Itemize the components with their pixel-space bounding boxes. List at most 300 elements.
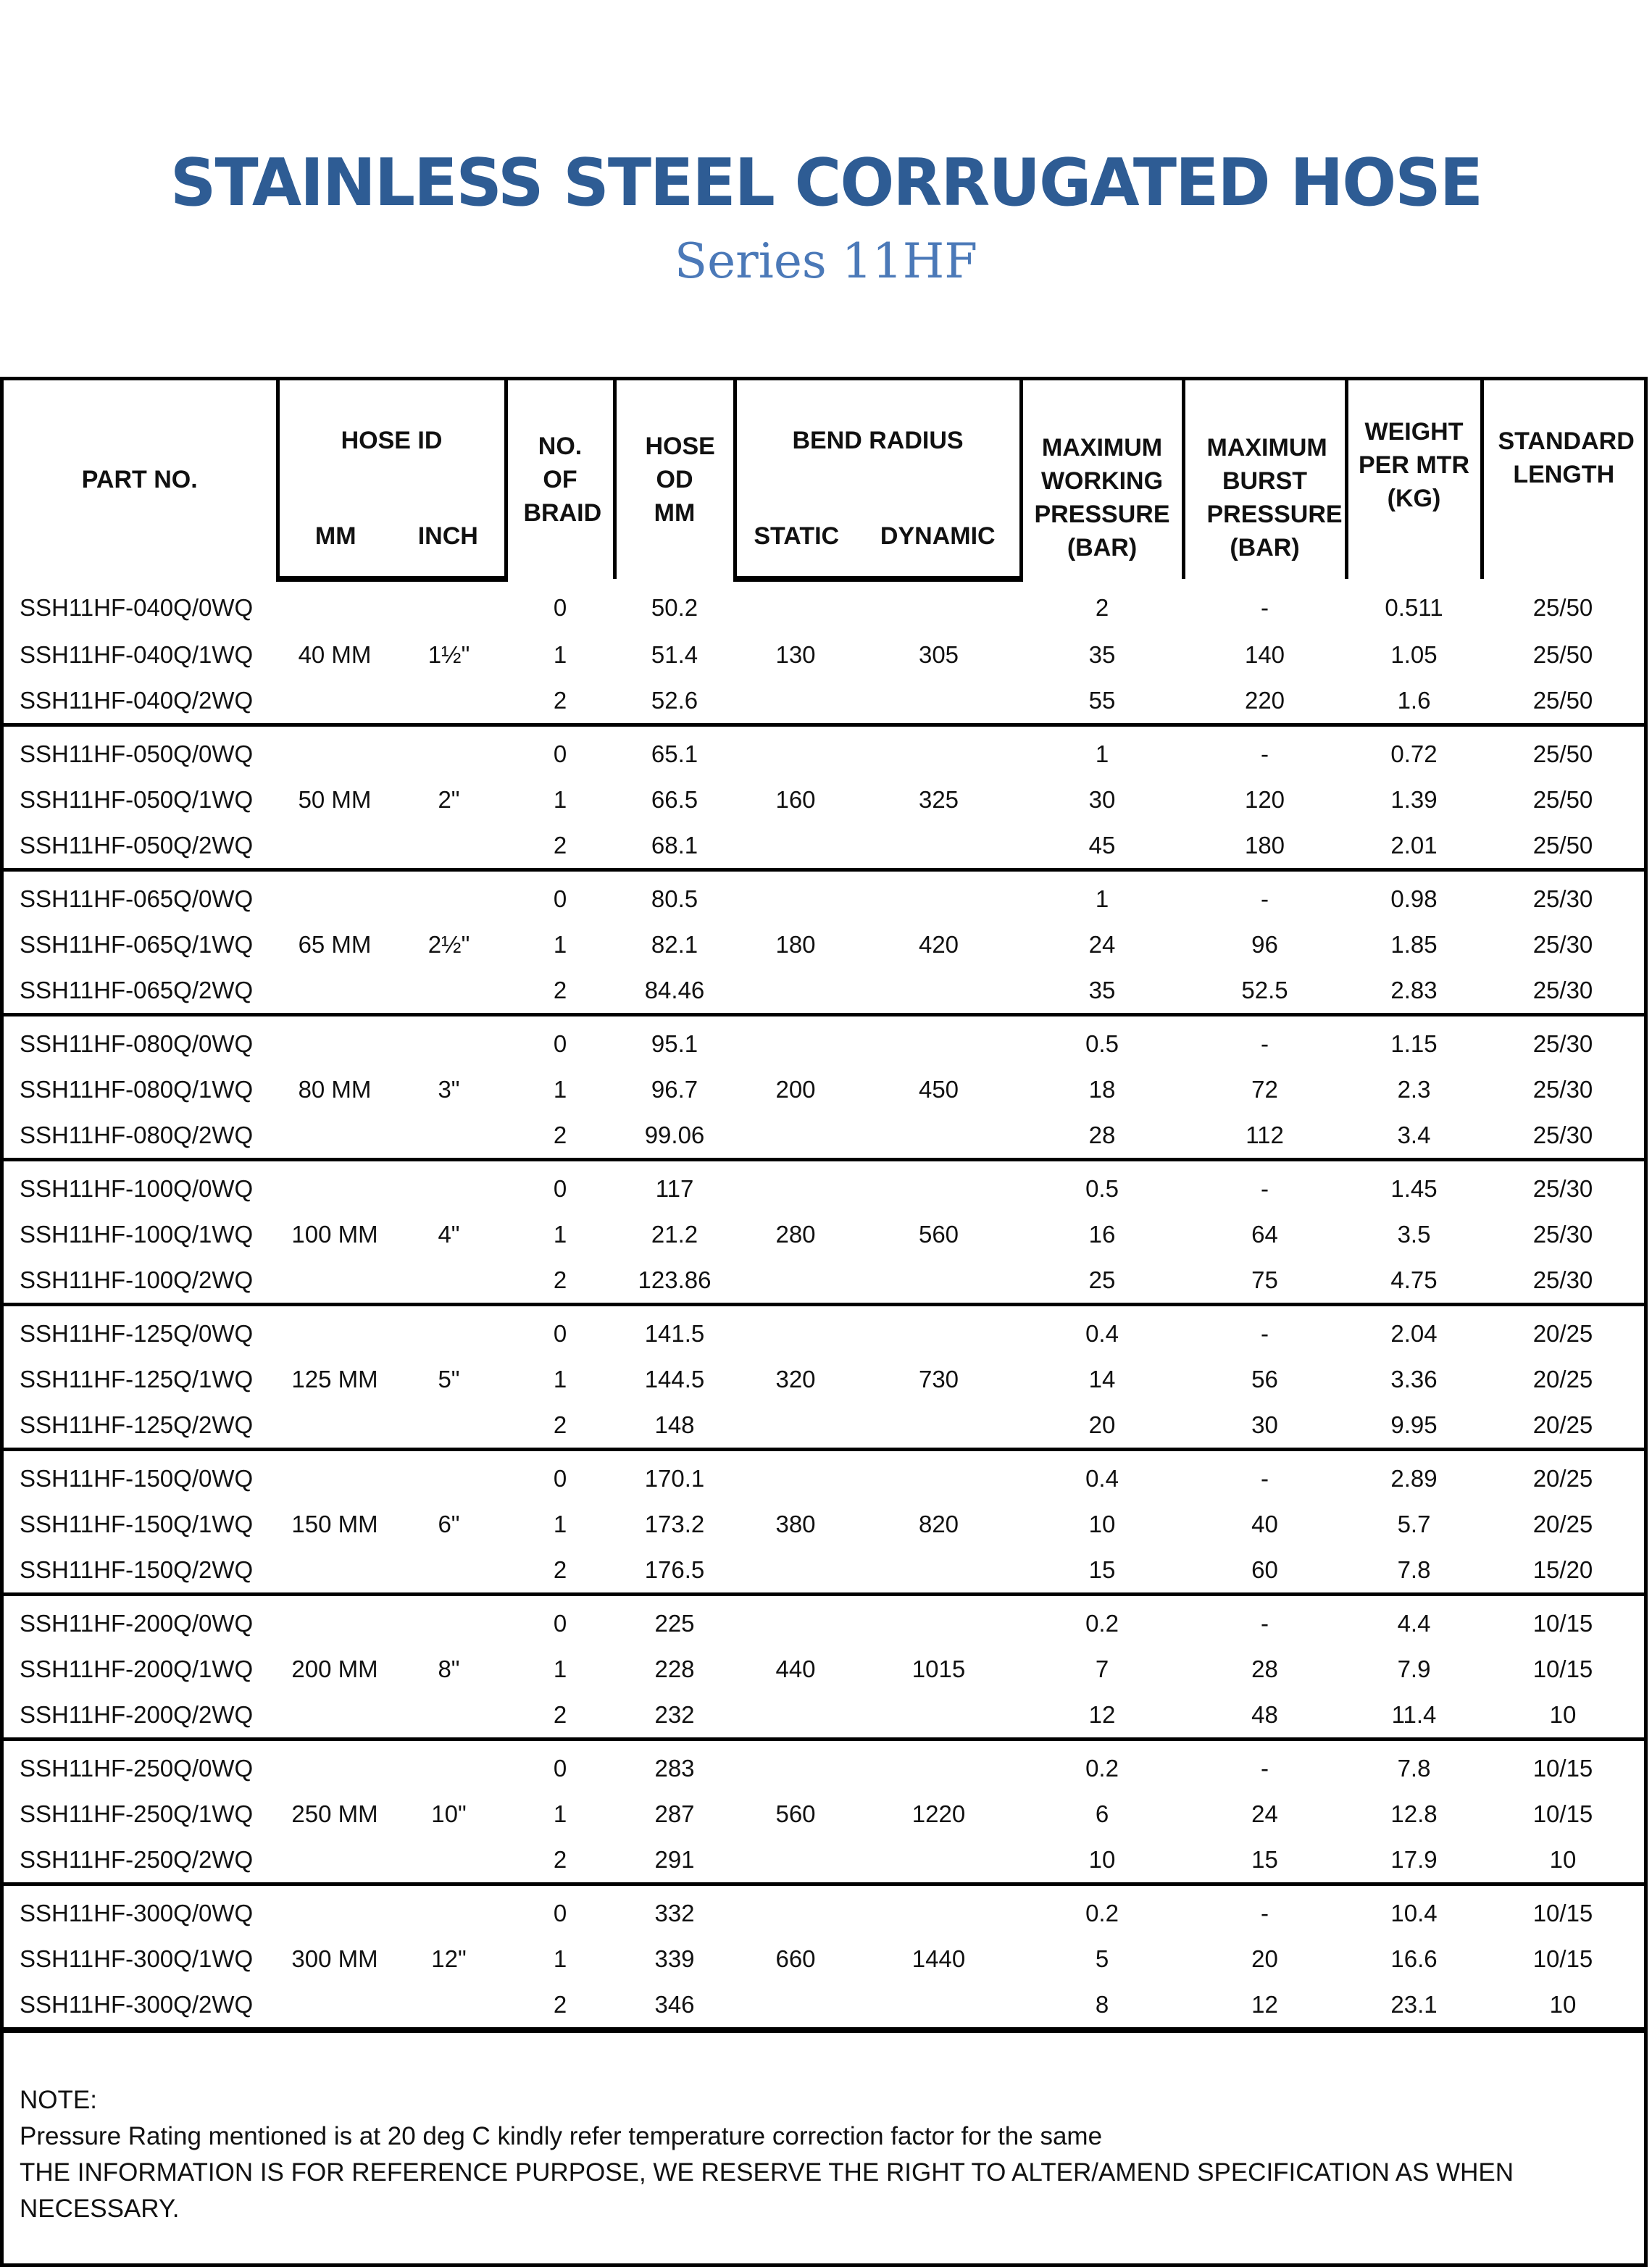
no-of-braid: 2 <box>553 831 567 859</box>
note-section <box>4 2027 1644 2263</box>
bend-radius-dynamic <box>856 1015 1021 1067</box>
size-group <box>4 725 1644 870</box>
weight-per-mtr: 5.7 <box>1397 1510 1431 1537</box>
max-burst-pressure: 220 <box>1244 686 1285 714</box>
table-row <box>4 1160 1644 1212</box>
weight-per-mtr: 1.85 <box>1390 930 1438 958</box>
max-burst-pressure: 72 <box>1251 1075 1278 1103</box>
part-number: SSH11HF-100Q/0WQ <box>4 1160 278 1212</box>
hose-od: 225 <box>614 1595 735 1647</box>
hose-od: 95.1 <box>614 1015 735 1067</box>
max-working-pressure: 35 <box>1088 976 1116 1003</box>
table-row <box>4 1837 1644 1884</box>
header-max-burst-pressure: MAXIMUM BURST PRESSURE (BAR) <box>1183 380 1346 579</box>
hose-id-inch <box>392 1595 506 1647</box>
max-burst-pressure: 96 <box>1251 930 1278 958</box>
header-max-working-pressure: MAXIMUM WORKING PRESSURE (BAR) <box>1021 380 1183 579</box>
bend-radius-static <box>735 967 856 1015</box>
hose-id-inch: 8" <box>438 1655 460 1682</box>
no-of-braid: 0 <box>506 1740 614 1792</box>
bend-radius-dynamic: 1015 <box>911 1655 966 1682</box>
bend-radius-static <box>735 1884 856 1937</box>
part-number: SSH11HF-250Q/0WQ <box>4 1740 278 1792</box>
hose-id-mm <box>278 1015 392 1067</box>
max-working-pressure: 12 <box>1088 1700 1116 1728</box>
size-group <box>4 1740 1644 1884</box>
bend-radius-dynamic <box>856 1402 1021 1450</box>
standard-length: 20/25 <box>1532 1365 1593 1393</box>
hose-od: 51.4 <box>651 640 698 668</box>
hose-id-mm <box>278 1740 392 1792</box>
hose-od: 141.5 <box>614 1305 735 1357</box>
bend-radius-dynamic <box>856 1160 1021 1212</box>
bend-radius-dynamic <box>856 967 1021 1015</box>
bend-radius-dynamic: 820 <box>918 1510 959 1537</box>
no-of-braid: 2 <box>553 1411 567 1438</box>
no-of-braid: 1 <box>553 1510 567 1537</box>
max-working-pressure: 16 <box>1088 1220 1116 1248</box>
max-burst-pressure: 40 <box>1251 1510 1278 1537</box>
weight-per-mtr: 1.39 <box>1390 785 1438 813</box>
max-working-pressure: 24 <box>1088 930 1116 958</box>
part-number: SSH11HF-080Q/0WQ <box>4 1015 278 1067</box>
hose-od: 332 <box>614 1884 735 1937</box>
hose-od: 21.2 <box>651 1220 698 1248</box>
max-burst-pressure: - <box>1183 1595 1346 1647</box>
bend-radius-static <box>735 1982 856 2027</box>
part-number: SSH11HF-150Q/1WQ <box>20 1510 254 1537</box>
table-row <box>4 1982 1644 2027</box>
hose-od: 283 <box>614 1740 735 1792</box>
hose-id-mm: 80 MM <box>298 1075 372 1103</box>
bend-radius-static <box>735 1402 856 1450</box>
weight-per-mtr: 0.511 <box>1385 593 1443 621</box>
max-burst-pressure: 48 <box>1251 1700 1278 1728</box>
part-number: SSH11HF-150Q/0WQ <box>4 1450 278 1502</box>
weight-per-mtr: 16.6 <box>1390 1945 1438 1972</box>
max-burst-pressure: 180 <box>1244 831 1285 859</box>
weight-per-mtr: 12.8 <box>1390 1800 1438 1827</box>
bend-radius-static <box>735 1692 856 1740</box>
bend-radius-dynamic: 325 <box>918 785 959 813</box>
hose-id-mm: 50 MM <box>298 785 372 813</box>
weight-per-mtr: 9.95 <box>1390 1411 1438 1438</box>
table-row <box>4 1112 1644 1160</box>
no-of-braid: 1 <box>553 1655 567 1682</box>
standard-length: 20/25 <box>1532 1510 1593 1537</box>
weight-per-mtr: 0.98 <box>1346 870 1482 922</box>
weight-per-mtr: 4.4 <box>1346 1595 1482 1647</box>
standard-length: 10/15 <box>1532 1945 1593 1972</box>
hose-id-mm <box>278 1547 392 1595</box>
no-of-braid: 0 <box>506 725 614 777</box>
hose-id-inch <box>392 870 506 922</box>
hose-id-mm <box>278 1160 392 1212</box>
bend-radius-dynamic <box>856 579 1021 632</box>
table-row <box>4 1692 1644 1740</box>
bend-radius-static <box>735 1450 856 1502</box>
hose-id-inch: 10" <box>431 1800 467 1827</box>
table-row <box>4 1066 1644 1112</box>
table-row <box>4 1015 1644 1067</box>
max-working-pressure: 0.5 <box>1021 1015 1183 1067</box>
no-of-braid: 2 <box>553 1556 567 1583</box>
bend-radius-dynamic: 1220 <box>911 1800 966 1827</box>
max-working-pressure: 0.2 <box>1021 1740 1183 1792</box>
table-row <box>4 1501 1644 1547</box>
hose-id-inch <box>392 1402 506 1450</box>
size-group <box>4 1305 1644 1450</box>
hose-od: 291 <box>654 1845 695 1873</box>
note-pressure-rating: Pressure Rating mentioned is at 20 deg C kindly refer temperature correction factor for the same <box>20 2122 1103 2150</box>
max-burst-pressure: 112 <box>1246 1121 1284 1148</box>
hose-id-mm <box>278 1837 392 1884</box>
no-of-braid: 1 <box>553 1800 567 1827</box>
bend-radius-dynamic: 560 <box>918 1220 959 1248</box>
bend-radius-dynamic <box>856 1740 1021 1792</box>
table-row <box>4 677 1644 725</box>
bend-radius-dynamic: 305 <box>918 640 959 668</box>
size-group <box>4 1015 1644 1160</box>
part-number: SSH11HF-300Q/0WQ <box>4 1884 278 1937</box>
standard-length: 25/30 <box>1532 1266 1593 1293</box>
part-number: SSH11HF-050Q/0WQ <box>4 725 278 777</box>
hose-id-mm: 100 MM <box>291 1220 378 1248</box>
max-burst-pressure: - <box>1261 593 1269 621</box>
max-working-pressure: 2 <box>1095 593 1109 621</box>
weight-per-mtr: 7.8 <box>1397 1556 1431 1583</box>
no-of-braid: 1 <box>553 640 567 668</box>
standard-length: 10/15 <box>1532 1800 1593 1827</box>
hose-id-inch: 6" <box>438 1510 460 1537</box>
standard-length: 25/30 <box>1532 976 1593 1003</box>
bend-radius-dynamic <box>856 1305 1021 1357</box>
max-working-pressure: 0.2 <box>1021 1595 1183 1647</box>
bend-radius-dynamic <box>856 677 1021 725</box>
part-number: SSH11HF-040Q/2WQ <box>20 686 254 714</box>
hose-id-mm <box>278 1692 392 1740</box>
no-of-braid: 0 <box>506 1015 614 1067</box>
hose-id-inch <box>392 1112 506 1160</box>
part-number: SSH11HF-100Q/2WQ <box>20 1266 254 1293</box>
max-burst-pressure: - <box>1183 1450 1346 1502</box>
hose-id-mm <box>278 822 392 870</box>
weight-per-mtr: 2.04 <box>1346 1305 1482 1357</box>
table-row <box>4 1646 1644 1692</box>
standard-length: 10/15 <box>1482 1884 1644 1937</box>
part-number: SSH11HF-125Q/1WQ <box>20 1365 254 1393</box>
bend-radius-static: 560 <box>775 1800 816 1827</box>
hose-id-mm <box>278 1595 392 1647</box>
hose-od: 117 <box>614 1160 735 1212</box>
max-burst-pressure: 30 <box>1251 1411 1278 1438</box>
table-row <box>4 725 1644 777</box>
no-of-braid: 2 <box>553 1700 567 1728</box>
no-of-braid: 0 <box>506 1884 614 1937</box>
hose-od: 339 <box>654 1945 695 1972</box>
hose-id-inch: 1½" <box>427 640 470 668</box>
weight-per-mtr: 1.45 <box>1346 1160 1482 1212</box>
max-burst-pressure: - <box>1183 1015 1346 1067</box>
weight-per-mtr: 17.9 <box>1390 1845 1438 1873</box>
hose-id-inch <box>392 677 506 725</box>
max-burst-pressure: 120 <box>1244 785 1285 813</box>
table-row <box>4 922 1644 967</box>
hose-id-inch <box>392 1257 506 1305</box>
bend-radius-static <box>735 1837 856 1884</box>
max-working-pressure: 15 <box>1088 1556 1116 1583</box>
bend-radius-static <box>735 822 856 870</box>
standard-length: 20/25 <box>1482 1450 1644 1502</box>
bend-radius-static <box>735 1015 856 1067</box>
standard-length: 25/30 <box>1532 1075 1593 1103</box>
max-working-pressure: 28 <box>1088 1121 1116 1148</box>
weight-per-mtr: 7.9 <box>1397 1655 1431 1682</box>
part-number: SSH11HF-200Q/2WQ <box>20 1700 254 1728</box>
hose-id-mm: 40 MM <box>298 640 372 668</box>
hose-id-inch <box>392 1160 506 1212</box>
hose-od: 173.2 <box>644 1510 705 1537</box>
hose-id-inch <box>392 822 506 870</box>
standard-length: 25/30 <box>1532 1220 1593 1248</box>
hose-id-mm: 300 MM <box>291 1945 378 1972</box>
header-bend-static: STATIC <box>735 498 856 579</box>
bend-radius-dynamic: 730 <box>918 1365 959 1393</box>
hose-od: 123.86 <box>638 1266 712 1293</box>
weight-per-mtr: 3.4 <box>1397 1121 1431 1148</box>
max-working-pressure: 0.2 <box>1021 1884 1183 1937</box>
standard-length: 15/20 <box>1532 1556 1593 1583</box>
standard-length: 25/30 <box>1482 1015 1644 1067</box>
no-of-braid: 2 <box>553 1990 567 2018</box>
hose-od: 99.06 <box>644 1121 705 1148</box>
table-header <box>4 380 1644 579</box>
hose-od: 50.2 <box>651 593 698 621</box>
bend-radius-dynamic <box>856 1884 1021 1937</box>
hose-id-inch: 2" <box>438 785 460 813</box>
hose-od: 80.5 <box>614 870 735 922</box>
table-row <box>4 777 1644 822</box>
hose-id-mm <box>278 677 392 725</box>
part-number: SSH11HF-065Q/2WQ <box>20 976 254 1003</box>
bend-radius-static: 380 <box>775 1510 816 1537</box>
hose-od: 170.1 <box>614 1450 735 1502</box>
header-hose-id-inch: INCH <box>392 498 506 579</box>
weight-per-mtr: 1.15 <box>1346 1015 1482 1067</box>
bend-radius-dynamic <box>856 1112 1021 1160</box>
header-part-no: PART NO. <box>81 466 198 493</box>
part-number: SSH11HF-065Q/1WQ <box>20 930 254 958</box>
table-row <box>4 1791 1644 1837</box>
standard-length: 25/30 <box>1482 1160 1644 1212</box>
no-of-braid: 1 <box>553 1075 567 1103</box>
hose-id-mm <box>278 725 392 777</box>
hose-id-inch <box>392 1692 506 1740</box>
weight-per-mtr: 2.89 <box>1346 1450 1482 1502</box>
standard-length: 10/15 <box>1482 1740 1644 1792</box>
hose-id-mm <box>278 1884 392 1937</box>
hose-id-mm <box>278 1982 392 2027</box>
table-row <box>4 579 1644 632</box>
hose-od: 144.5 <box>644 1365 705 1393</box>
max-burst-pressure: 75 <box>1251 1266 1278 1293</box>
table-row <box>4 1356 1644 1402</box>
table-row <box>4 967 1644 1015</box>
weight-per-mtr: 3.36 <box>1390 1365 1438 1393</box>
part-number: SSH11HF-300Q/2WQ <box>20 1990 254 2018</box>
table-row <box>4 1402 1644 1450</box>
bend-radius-static: 160 <box>775 785 816 813</box>
standard-length: 25/50 <box>1532 593 1593 621</box>
bend-radius-static <box>735 1160 856 1212</box>
part-number: SSH11HF-150Q/2WQ <box>20 1556 254 1583</box>
no-of-braid: 1 <box>553 1945 567 1972</box>
hose-od: 52.6 <box>651 686 698 714</box>
weight-per-mtr: 3.5 <box>1397 1220 1431 1248</box>
hose-od: 84.46 <box>644 976 705 1003</box>
size-group <box>4 579 1644 725</box>
bend-radius-dynamic <box>856 822 1021 870</box>
no-of-braid: 0 <box>506 1450 614 1502</box>
max-working-pressure: 0.4 <box>1021 1305 1183 1357</box>
size-group <box>4 1160 1644 1305</box>
bend-radius-static: 130 <box>775 640 816 668</box>
page-title: STAINLESS STEEL CORRUGATED HOSE <box>170 145 1482 221</box>
max-working-pressure: 1 <box>1021 870 1183 922</box>
max-burst-pressure: 24 <box>1251 1800 1278 1827</box>
weight-per-mtr: 2.83 <box>1390 976 1438 1003</box>
max-working-pressure: 35 <box>1088 640 1116 668</box>
hose-id-inch: 2½" <box>427 930 470 958</box>
hose-id-inch <box>392 579 506 632</box>
hose-id-inch <box>392 1015 506 1067</box>
hose-id-mm <box>278 1305 392 1357</box>
note-label: NOTE: <box>20 2086 97 2114</box>
header-bend-radius: BEND RADIUS <box>735 380 1021 498</box>
bend-radius-static: 280 <box>775 1220 816 1248</box>
hose-id-inch <box>392 725 506 777</box>
table-row <box>4 1936 1644 1982</box>
hose-id-inch: 3" <box>438 1075 460 1103</box>
standard-length: 25/50 <box>1532 831 1593 859</box>
max-working-pressure: 0.4 <box>1021 1450 1183 1502</box>
hose-id-inch: 12" <box>431 1945 467 1972</box>
weight-per-mtr: 1.6 <box>1397 686 1431 714</box>
max-working-pressure: 6 <box>1095 1800 1109 1827</box>
max-burst-pressure: - <box>1183 725 1346 777</box>
no-of-braid: 1 <box>553 1365 567 1393</box>
hose-od: 287 <box>654 1800 695 1827</box>
table-row <box>4 1740 1644 1792</box>
hose-id-mm <box>278 967 392 1015</box>
no-of-braid: 0 <box>506 870 614 922</box>
standard-length: 10 <box>1549 1990 1577 2018</box>
part-number: SSH11HF-065Q/0WQ <box>4 870 278 922</box>
hose-id-inch <box>392 1982 506 2027</box>
hose-id-mm <box>278 870 392 922</box>
max-burst-pressure: 64 <box>1251 1220 1278 1248</box>
bend-radius-static <box>735 1740 856 1792</box>
table-row <box>4 632 1644 677</box>
hose-id-mm: 125 MM <box>291 1365 378 1393</box>
weight-per-mtr: 11.4 <box>1391 1700 1437 1728</box>
max-working-pressure: 55 <box>1088 686 1116 714</box>
standard-length: 10 <box>1549 1845 1577 1873</box>
hose-od: 68.1 <box>651 831 698 859</box>
standard-length: 20/25 <box>1482 1305 1644 1357</box>
hose-od: 346 <box>654 1990 695 2018</box>
hose-id-mm: 200 MM <box>291 1655 378 1682</box>
hose-id-inch: 4" <box>438 1220 460 1248</box>
no-of-braid: 0 <box>506 1595 614 1647</box>
standard-length: 25/50 <box>1532 686 1593 714</box>
hose-od: 66.5 <box>651 785 698 813</box>
bend-radius-dynamic <box>856 725 1021 777</box>
part-number: SSH11HF-040Q/1WQ <box>20 640 254 668</box>
hose-id-inch <box>392 1305 506 1357</box>
max-burst-pressure: - <box>1183 870 1346 922</box>
no-of-braid: 2 <box>553 686 567 714</box>
max-working-pressure: 20 <box>1088 1411 1116 1438</box>
weight-per-mtr: 2.01 <box>1390 831 1438 859</box>
part-number: SSH11HF-200Q/0WQ <box>4 1595 278 1647</box>
bend-radius-static <box>735 1595 856 1647</box>
part-number: SSH11HF-300Q/1WQ <box>20 1945 254 1972</box>
hose-id-inch <box>392 1740 506 1792</box>
part-number: SSH11HF-040Q/0WQ <box>20 593 254 621</box>
max-burst-pressure: 56 <box>1251 1365 1278 1393</box>
no-of-braid: 2 <box>553 1845 567 1873</box>
max-burst-pressure: - <box>1183 1305 1346 1357</box>
hose-od: 96.7 <box>651 1075 698 1103</box>
bend-radius-static <box>735 1112 856 1160</box>
part-number: SSH11HF-080Q/2WQ <box>20 1121 254 1148</box>
header-hose-od: HOSE OD MM <box>614 380 735 579</box>
max-working-pressure: 0.5 <box>1021 1160 1183 1212</box>
bend-radius-dynamic <box>856 1595 1021 1647</box>
no-of-braid: 1 <box>553 930 567 958</box>
standard-length: 25/30 <box>1532 930 1593 958</box>
standard-length: 25/50 <box>1482 725 1644 777</box>
bend-radius-static: 180 <box>775 930 816 958</box>
hose-od: 82.1 <box>651 930 698 958</box>
header-no-of-braid: NO. OF BRAID <box>506 380 614 579</box>
part-number: SSH11HF-100Q/1WQ <box>20 1220 254 1248</box>
bend-radius-static <box>735 579 856 632</box>
bend-radius-dynamic: 1440 <box>911 1945 966 1972</box>
hose-od: 228 <box>654 1655 695 1682</box>
part-number: SSH11HF-080Q/1WQ <box>20 1075 254 1103</box>
max-working-pressure: 1 <box>1021 725 1183 777</box>
max-burst-pressure: - <box>1183 1884 1346 1937</box>
no-of-braid: 0 <box>553 593 567 621</box>
header-standard-length: STANDARD LENGTH <box>1482 380 1644 579</box>
bend-radius-static <box>735 1547 856 1595</box>
max-working-pressure: 25 <box>1088 1266 1116 1293</box>
bend-radius-dynamic: 420 <box>918 930 959 958</box>
max-working-pressure: 10 <box>1088 1510 1116 1537</box>
no-of-braid: 2 <box>553 1266 567 1293</box>
hose-id-mm <box>278 1112 392 1160</box>
bend-radius-dynamic <box>856 870 1021 922</box>
spec-sheet <box>0 377 1648 2267</box>
bend-radius-static <box>735 677 856 725</box>
max-working-pressure: 10 <box>1088 1845 1116 1873</box>
bend-radius-dynamic <box>856 1837 1021 1884</box>
series-subtitle: Series 11HF <box>674 233 978 289</box>
size-group <box>4 870 1644 1015</box>
no-of-braid: 2 <box>553 976 567 1003</box>
